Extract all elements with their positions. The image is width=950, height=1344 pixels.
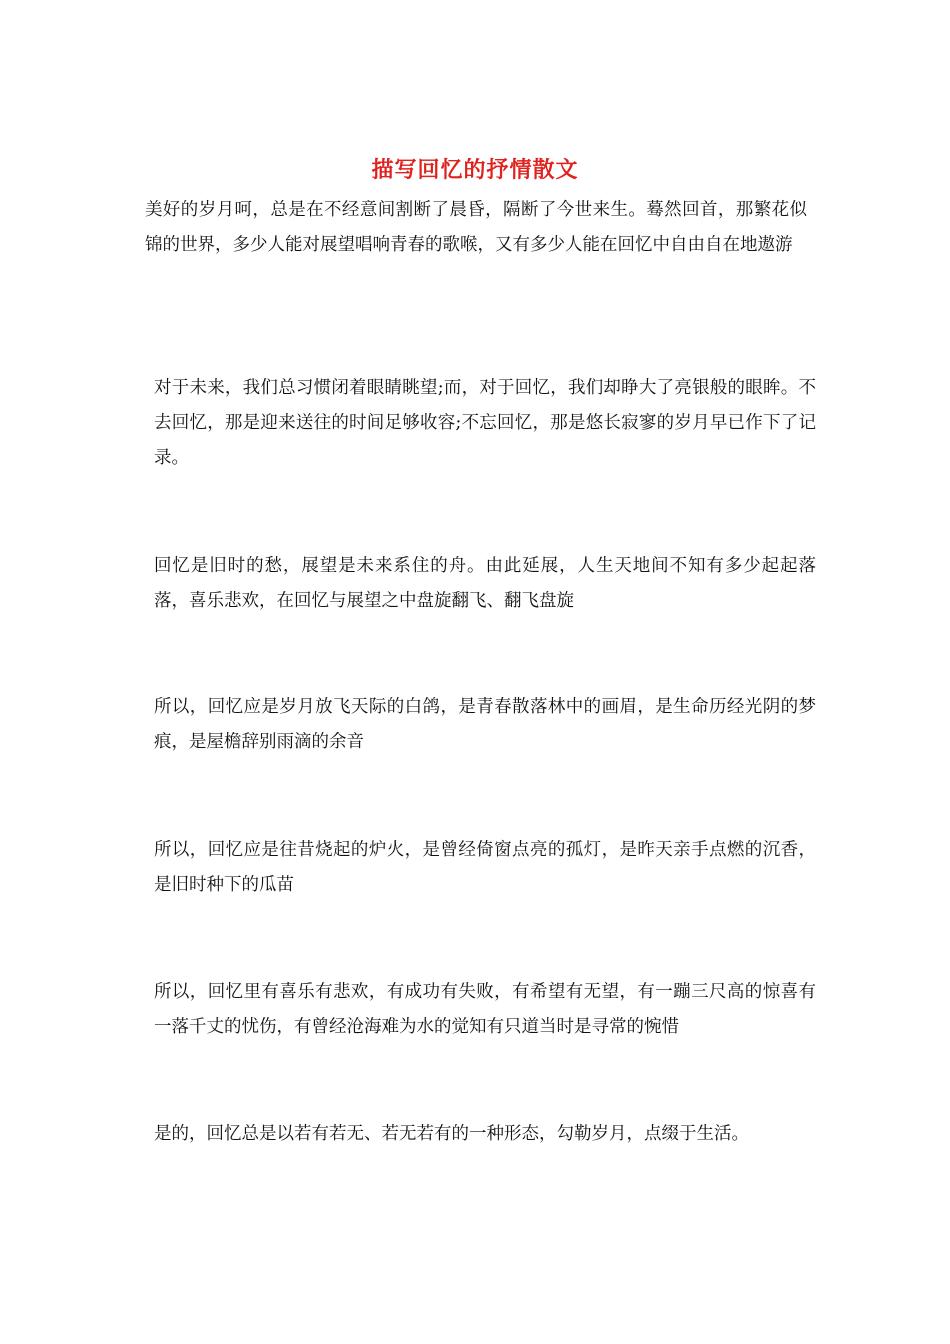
paragraph-7: 是的，回忆总是以若有若无、若无若有的一种形态，勾勒岁月，点缀于生活。 [154, 1124, 749, 1144]
paragraph-6: 所以，回忆里有喜乐有悲欢，有成功有失败，有希望有无望，有一蹦三尺高的惊喜有一落千丈的忧伤，有曾经沧海难为水的觉知有只道当时是寻常的惋惜 [154, 982, 816, 1037]
document-title: 描写回忆的抒情散文 [371, 157, 579, 183]
paragraph-4: 所以，回忆应是岁月放飞天际的白鸽，是青春散落林中的画眉，是生命历经光阴的梦痕，是屋檐辞别雨滴的余音 [154, 697, 816, 752]
paragraph-5: 所以，回忆应是往昔烧起的炉火，是曾经倚窗点亮的孤灯，是昨天亲手点燃的沉香，是旧时种下的瓜苗 [154, 840, 816, 895]
paragraph-3: 回忆是旧时的愁，展望是未来系住的舟。由此延展，人生天地间不知有多少起起落落，喜乐悲欢，在回忆与展望之中盘旋翻飞、翻飞盘旋 [154, 556, 816, 611]
paragraph-2: 对于未来，我们总习惯闭着眼睛眺望;而，对于回忆，我们却睁大了亮银般的眼眸。不去回忆，那是迎来送往的时间足够收容;不忘回忆，那是悠长寂寥的岁月早已作下了记录。 [154, 378, 816, 468]
paragraph-1: 美好的岁月呵，总是在不经意间割断了晨昏，隔断了今世来生。蓦然回首，那繁花似锦的世界，多少人能对展望唱响青春的歌喉，又有多少人能在回忆中自由自在地遨游 [145, 200, 807, 255]
